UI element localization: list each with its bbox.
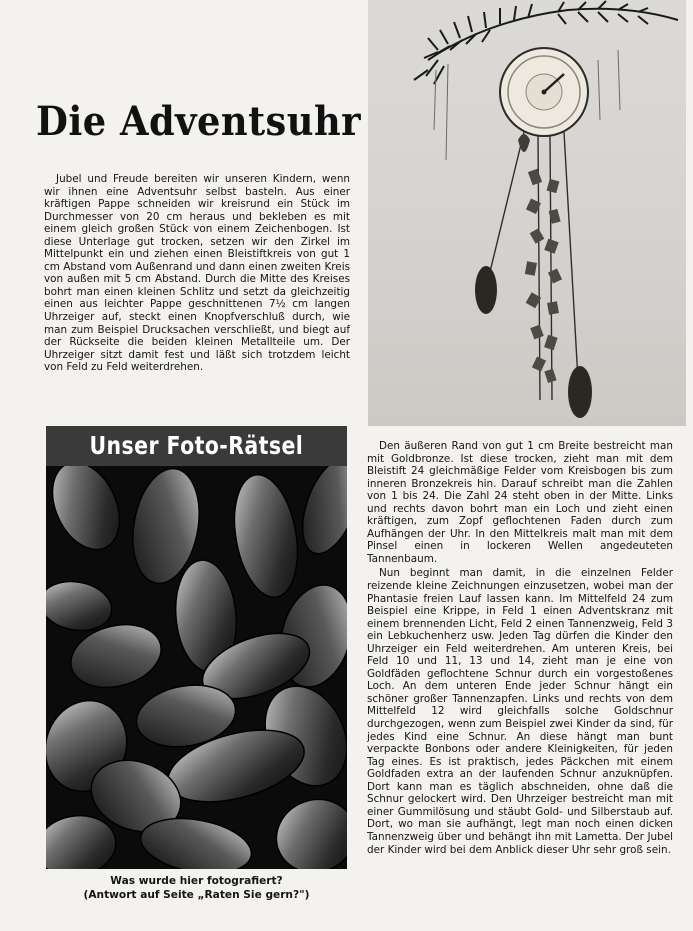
article-intro-paragraph: Jubel und Freude bereiten wir unseren Kindern, wenn wir ihnen eine Adventsuhr selbst basteln. Aus einer kräftigen Pappe schneiden wir kreisrund ein Stück im Durchmesser von 20 cm heraus und bekleben es mit einem gleich großen Stück von einem Zeichenbogen. Ist diese Unterlage gut trocken, setzen wir den Zirkel im Mittelpunkt ein und ziehen einen Bleistiftkreis von gut 1 cm Abstand vom Außenrand und dann einen zweiten Kreis von außen mit 5 cm Abstand. Durch die Mitte des Kreises bohrt man einen kleinen Schlitz und setzt da gleichzeitig einen aus leichter Pappe geschnittenen 7½ cm langen Uhrzeiger auf, steckt einen Knopfverschluß durch, wie man zum Beispiel Drucksachen verschließt, und biegt auf der Rückseite die beiden kleinen Metallteile um. Der Uhrzeiger sitzt damit fest und läßt sich trotzdem leicht von Feld zu Feld weiterdrehen. [44, 173, 350, 374]
caption-question: Was wurde hier fotografiert? [110, 875, 283, 887]
photo-puzzle-heading-text: Unser Foto-Rätsel [89, 431, 304, 460]
article-title: Die Adventsuhr [36, 98, 362, 145]
advent-clock-illustration [368, 0, 686, 426]
candy-packets [525, 169, 562, 383]
article-right-column [367, 440, 673, 856]
puzzle-seeds-illustration [46, 466, 347, 869]
clock-disc [500, 48, 588, 136]
pine-cones [475, 266, 592, 418]
article-paragraph-1: Den äußeren Rand von gut 1 cm Breite bestreicht man mit Goldbronze. Ist diese trocken, zieht man mit dem Bleistift 24 gleichmäßige Felder vom Kreisbogen bis zum inneren Bronzekreis hin. Darauf schreibt man die Zahlen von 1 bis 24. Die Zahl 24 steht oben in der Mitte. Links und rechts davon bohrt man ein Loch und zieht einen kräftigen, zum Zopf geflochtenen Faden durch zum Aufhängen der Uhr. In den Mittelkreis malt man mit dem Pinsel einen in lockeren Wellen angedeuteten Tannenbaum. [367, 440, 673, 565]
photo-puzzle-caption [46, 874, 347, 902]
advent-clock-photo [368, 0, 686, 426]
photo-puzzle-image [46, 466, 347, 869]
photo-puzzle-heading [46, 426, 347, 466]
seed-shapes [46, 466, 347, 869]
article-paragraph-2: Nun beginnt man damit, in die einzelnen Felder reizende kleine Zeichnungen einzusetzen, wobei man der Phantasie freien Lauf lassen kann. Im Mittelfeld 24 zum Beispiel eine Krippe, in Feld 1 einen Adventskranz mit einem brennenden Licht, Feld 2 einen Tannenzweig, Feld 3 ein Lebkuchenherz usw. Jeden Tag dürfen die Kinder den Uhrzeiger ein Feld weiterdrehen. Am unteren Kreis, bei Feld 10 und 11, 13 und 14, zieht man je eine von Goldfäden geflochtene Schnur durch ein vorgestoßenes Loch. An dem unteren Ende jeder Schnur hängt ein schöner großer Tannenzapfen. Links und rechts von dem Mittelfeld 12 wird gleichfalls solche Goldschnur durchgezogen, wenn zum Beispiel zwei Kinder da sind, für jedes Kind eine Schnur. An diese hängt man bunt verpackte Bonbons oder andere Kleinigkeiten, für jeden Tag eines. Es ist praktisch, jedes Päckchen mit einem Goldfaden extra an der laufenden Schnur anzuknüpfen. Dort kann man es täglich abschneiden, ohne daß die Schnur gelockert wird. Den Uhrzeiger bestreicht man mit einer Gummilösung und stäubt Gold- und Silberstaub auf. Dort, wo man sie aufhängt, legt man noch einen dicken Tannenzweig über und behängt ihn mit Lametta. Der Jubel der Kinder wird bei dem Anblick dieser Uhr sehr groß sein. [367, 567, 673, 856]
caption-answer-reference: (Antwort auf Seite „Raten Sie gern?") [83, 889, 310, 901]
